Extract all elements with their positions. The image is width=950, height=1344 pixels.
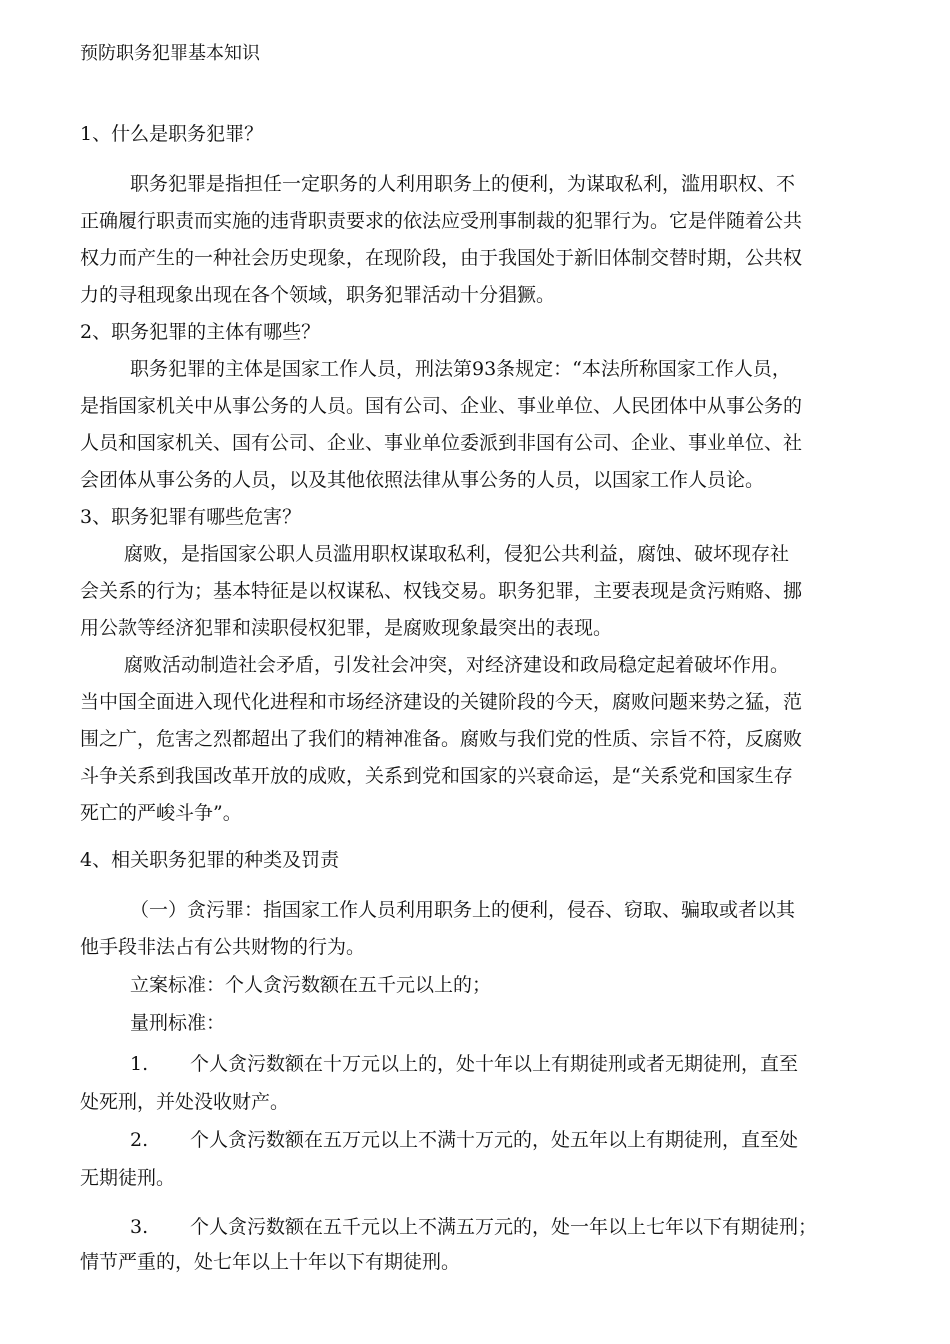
list-number: 1.: [130, 1053, 149, 1075]
list-item: [130, 1052, 798, 1076]
paragraph-line: 职务犯罪是指担任一定职务的人利用职务上的便利，为谋取私利，滥用职权、不: [130, 173, 796, 195]
paragraph-line: 权力而产生的一种社会历史现象，在现阶段，由于我国处于新旧体制交替时期，公共权: [80, 247, 803, 269]
list-text: 个人贪污数额在五千元以上不满五万元的，处一年以上七年以下有期徒刑；: [190, 1216, 818, 1238]
paragraph-line: 职务犯罪的主体是国家工作人员，刑法第93条规定：“本法所称国家工作人员，: [130, 358, 791, 380]
list-text-continued: 无期徒刑。: [80, 1167, 176, 1189]
paragraph-line: 腐败活动制造社会矛盾，引发社会冲突，对经济建设和政局稳定起着破坏作用。: [124, 654, 790, 676]
paragraph-line: 腐败，是指国家公职人员滥用职权谋取私利，侵犯公共利益，腐蚀、破坏现存社: [124, 543, 790, 565]
filing-standard: 立案标准：个人贪污数额在五千元以上的；: [130, 974, 492, 996]
paragraph-line: （一）贪污罪：指国家工作人员利用职务上的便利，侵吞、窃取、骗取或者以其: [130, 899, 796, 921]
sentencing-standard: 量刑标准：: [130, 1012, 226, 1034]
list-number: 3.: [130, 1216, 149, 1238]
paragraph-line: 围之广，危害之烈都超出了我们的精神准备。腐败与我们党的性质、宗旨不符，反腐败: [80, 728, 803, 750]
section-heading-2: 2、职务犯罪的主体有哪些？: [80, 321, 321, 343]
paragraph-line: 会关系的行为；基本特征是以权谋私、权钱交易。职务犯罪，主要表现是贪污贿赂、挪: [80, 580, 803, 602]
list-text: 个人贪污数额在十万元以上的，处十年以上有期徒刑或者无期徒刑，直至: [190, 1053, 799, 1075]
section-heading-4: 4、相关职务犯罪的种类及罚责: [80, 849, 340, 871]
paragraph-line: 力的寻租现象出现在各个领域，职务犯罪活动十分猖獗。: [80, 284, 556, 306]
list-item: [130, 1215, 817, 1239]
section-heading-1: 1、什么是职务犯罪？: [80, 123, 264, 145]
paragraph-line: 人员和国家机关、国有公司、企业、事业单位委派到非国有公司、企业、事业单位、社: [80, 432, 803, 454]
paragraph-line: 斗争关系到我国改革开放的成败，关系到党和国家的兴衰命运，是“关系党和国家生存: [80, 765, 793, 787]
paragraph-line: 正确履行职责而实施的违背职责要求的依法应受刑事制裁的犯罪行为。它是伴随着公共: [80, 210, 803, 232]
paragraph-line: 他手段非法占有公共财物的行为。: [80, 936, 366, 958]
list-number: 2.: [130, 1129, 149, 1151]
paragraph-line: 死亡的严峻斗争”。: [80, 802, 242, 824]
list-text-continued: 情节严重的，处七年以上十年以下有期徒刑。: [80, 1251, 461, 1273]
paragraph-line: 会团体从事公务的人员，以及其他依照法律从事公务的人员，以国家工作人员论。: [80, 469, 765, 491]
document-title: 预防职务犯罪基本知识: [80, 43, 260, 64]
list-item: [130, 1128, 798, 1152]
list-text: 个人贪污数额在五万元以上不满十万元的，处五年以上有期徒刑，直至处: [190, 1129, 799, 1151]
paragraph-line: 当中国全面进入现代化进程和市场经济建设的关键阶段的今天，腐败问题来势之猛，范: [80, 691, 803, 713]
paragraph-line: 是指国家机关中从事公务的人员。国有公司、企业、事业单位、人民团体中从事公务的: [80, 395, 803, 417]
section-heading-3: 3、职务犯罪有哪些危害？: [80, 506, 302, 528]
list-text-continued: 处死刑，并处没收财产。: [80, 1091, 290, 1113]
paragraph-line: 用公款等经济犯罪和渎职侵权犯罪，是腐败现象最突出的表现。: [80, 617, 613, 639]
